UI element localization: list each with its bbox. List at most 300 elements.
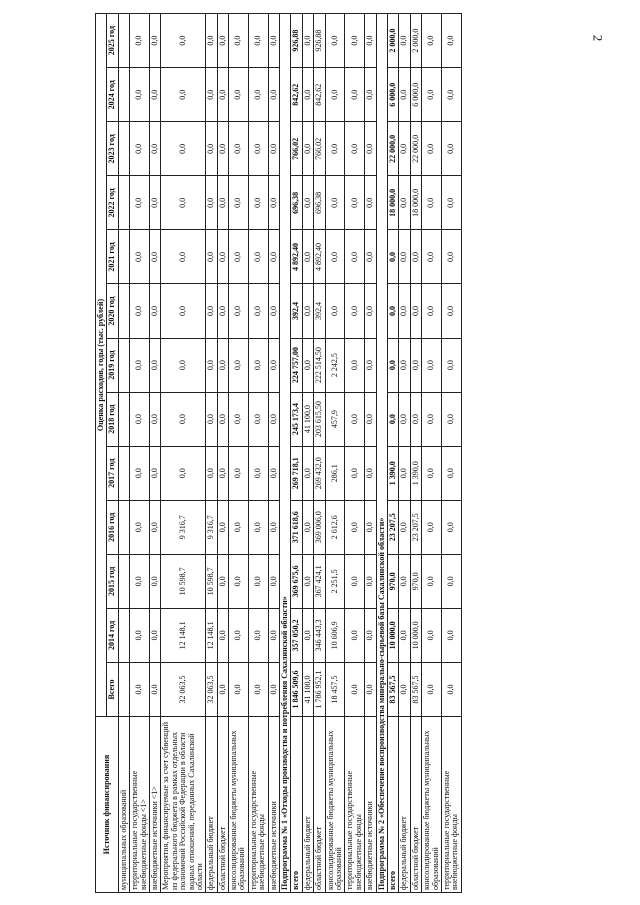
table-cell: 0,0: [365, 608, 376, 662]
table-cell: 0,0: [422, 554, 442, 608]
table-cell: 0,0: [149, 500, 160, 554]
table-cell: [118, 68, 129, 122]
table-cell: 0,0: [345, 14, 365, 68]
table-cell: 0,0: [130, 446, 150, 500]
table-cell: 0,0: [325, 176, 345, 230]
table-cell: 0,0: [302, 500, 313, 554]
table-cell: 0,0: [217, 500, 228, 554]
table-cell: 0,0: [345, 176, 365, 230]
table-cell: 286,1: [325, 446, 345, 500]
table-cell: 0,0: [422, 446, 442, 500]
table-cell: 0,0: [302, 608, 313, 662]
table-cell: 0,0: [130, 122, 150, 176]
table-cell: 0,0: [248, 176, 268, 230]
table-cell: [118, 662, 129, 716]
table-cell: 0,0: [149, 14, 160, 68]
table-cell: 0,0: [441, 68, 461, 122]
table-cell: 41 100,0: [302, 662, 313, 716]
table-cell: 0,0: [399, 500, 410, 554]
table-cell: 0,0: [345, 68, 365, 122]
table-row: [441, 14, 461, 893]
table-row: [325, 14, 345, 893]
table-cell: 0,0: [302, 68, 313, 122]
row-label: территориальные государственные внебюджетные фонды: [441, 717, 461, 893]
table-cell: 0,0: [248, 122, 268, 176]
table-cell: 0,0: [248, 554, 268, 608]
table-cell: 18 000,0: [410, 176, 421, 230]
table-row: [399, 14, 410, 893]
table-cell: 269 432,0: [314, 446, 325, 500]
table-row: [291, 14, 302, 893]
table-row: [118, 14, 129, 893]
page-number: 2: [589, 34, 605, 42]
table-cell: 0,0: [130, 14, 150, 68]
subprogram-title: Подпрограмма № 1 «Отходы производства и потребления Сахалинской области»: [280, 14, 291, 893]
table-cell: 0,0: [365, 68, 376, 122]
table-cell: 0,0: [387, 338, 398, 392]
row-label: областной бюджет: [410, 717, 421, 893]
table-cell: 0,0: [206, 14, 217, 68]
table-cell: [118, 500, 129, 554]
table-cell: 0,0: [365, 662, 376, 716]
table-row: [268, 14, 279, 893]
table-cell: 0,0: [422, 68, 442, 122]
table-cell: 0,0: [410, 230, 421, 284]
table-row: [161, 14, 206, 893]
table-cell: 0,0: [248, 662, 268, 716]
table-cell: [118, 122, 129, 176]
table-cell: 0,0: [149, 230, 160, 284]
table-cell: 842,62: [291, 68, 302, 122]
table-cell: 0,0: [248, 14, 268, 68]
table-cell: 0,0: [365, 14, 376, 68]
table-cell: 0,0: [422, 122, 442, 176]
table-cell: 0,0: [399, 230, 410, 284]
table-cell: 9 316,7: [206, 500, 217, 554]
table-cell: 12 148,1: [161, 608, 206, 662]
table-body: [118, 14, 461, 893]
table-cell: 357 050,2: [291, 608, 302, 662]
table-cell: 18 457,5: [325, 662, 345, 716]
column-header: 2014 год: [107, 608, 118, 662]
table-cell: 766,02: [291, 122, 302, 176]
table-cell: 0,0: [441, 230, 461, 284]
table-cell: 926,88: [291, 14, 302, 68]
table-cell: 0,0: [217, 608, 228, 662]
column-header: 2024 год: [107, 68, 118, 122]
table-cell: 245 173,4: [291, 392, 302, 446]
table-cell: 6 000,0: [410, 68, 421, 122]
table-cell: 457,9: [325, 392, 345, 446]
table-cell: 0,0: [302, 284, 313, 338]
table-cell: 0,0: [268, 392, 279, 446]
column-header: 2016 год: [107, 500, 118, 554]
table-cell: 0,0: [229, 392, 249, 446]
table-cell: 2 000,0: [387, 14, 398, 68]
table-cell: 22 000,0: [387, 122, 398, 176]
table-cell: 0,0: [325, 284, 345, 338]
table-cell: 1 846 509,6: [291, 662, 302, 716]
table-cell: 0,0: [268, 446, 279, 500]
table-cell: 842,62: [314, 68, 325, 122]
table-cell: 0,0: [441, 392, 461, 446]
table-cell: 2 612,6: [325, 500, 345, 554]
table-cell: 0,0: [410, 338, 421, 392]
table-cell: 0,0: [149, 554, 160, 608]
table-cell: 0,0: [302, 14, 313, 68]
table-cell: 0,0: [268, 284, 279, 338]
table-cell: 696,38: [314, 176, 325, 230]
table-cell: 0,0: [161, 284, 206, 338]
table-cell: 0,0: [422, 500, 442, 554]
table-cell: 0,0: [217, 284, 228, 338]
table-cell: 0,0: [422, 662, 442, 716]
table-row: [206, 14, 217, 893]
table-cell: [118, 284, 129, 338]
table-cell: 0,0: [399, 392, 410, 446]
table-cell: 0,0: [365, 554, 376, 608]
table-cell: 23 207,5: [410, 500, 421, 554]
table-cell: 0,0: [325, 230, 345, 284]
table-cell: 0,0: [206, 68, 217, 122]
table-cell: 0,0: [345, 284, 365, 338]
column-header: 2015 год: [107, 554, 118, 608]
table-cell: 0,0: [161, 14, 206, 68]
subprogram-row: [376, 14, 387, 893]
table-cell: 0,0: [130, 284, 150, 338]
table-cell: [118, 176, 129, 230]
table-cell: 696,38: [291, 176, 302, 230]
table-cell: 0,0: [268, 338, 279, 392]
header-source: Источник финансирования: [96, 717, 119, 893]
table-row: [302, 14, 313, 893]
table-cell: 0,0: [130, 608, 150, 662]
table-cell: 0,0: [149, 68, 160, 122]
table-cell: 0,0: [217, 446, 228, 500]
table-cell: 0,0: [161, 68, 206, 122]
table-cell: 0,0: [130, 500, 150, 554]
table-cell: 926,88: [314, 14, 325, 68]
table-cell: 0,0: [268, 554, 279, 608]
table-cell: 0,0: [229, 230, 249, 284]
table-cell: 0,0: [441, 608, 461, 662]
header-group: Оценка расходов, годы (тыс. рублей): [96, 14, 107, 717]
table-cell: 0,0: [302, 446, 313, 500]
table-cell: 224 757,00: [291, 338, 302, 392]
table-cell: 6 000,0: [387, 68, 398, 122]
table-cell: 0,0: [268, 230, 279, 284]
table-cell: 0,0: [149, 176, 160, 230]
table-cell: 1 786 952,1: [314, 662, 325, 716]
table-cell: 0,0: [130, 338, 150, 392]
table-cell: 0,0: [248, 446, 268, 500]
table-cell: 32 063,5: [206, 662, 217, 716]
table-row: [248, 14, 268, 893]
table-cell: 0,0: [302, 554, 313, 608]
table-cell: 0,0: [399, 608, 410, 662]
table-cell: 970,0: [410, 554, 421, 608]
table-cell: 0,0: [229, 500, 249, 554]
table-cell: 0,0: [161, 230, 206, 284]
subprogram-title: Подпрограмма № 2 «Обеспечение воспроизводства минерально-сырьевой базы Сахалинской области»: [376, 14, 387, 893]
table-row: [410, 14, 421, 893]
row-label: всего: [387, 717, 398, 893]
table-cell: 0,0: [248, 68, 268, 122]
table-cell: 0,0: [410, 284, 421, 338]
table-cell: 0,0: [130, 176, 150, 230]
column-header: 2019 год: [107, 338, 118, 392]
column-header: 2017 год: [107, 446, 118, 500]
table-cell: 0,0: [441, 14, 461, 68]
table-row: [345, 14, 365, 893]
table-cell: 0,0: [248, 284, 268, 338]
row-label: федеральный бюджет: [302, 717, 313, 893]
table-cell: 0,0: [149, 284, 160, 338]
row-label: внебюджетные источники: [268, 717, 279, 893]
table-cell: 0,0: [149, 122, 160, 176]
table-cell: 41 100,0: [302, 392, 313, 446]
table-cell: 0,0: [345, 338, 365, 392]
table-cell: 0,0: [229, 122, 249, 176]
column-header: 2023 год: [107, 122, 118, 176]
table-cell: [118, 230, 129, 284]
table-cell: 0,0: [399, 338, 410, 392]
table-cell: 4 892,40: [291, 230, 302, 284]
table-cell: 0,0: [387, 230, 398, 284]
table-cell: 0,0: [130, 68, 150, 122]
table-cell: 0,0: [206, 446, 217, 500]
column-header: 2025 год: [107, 14, 118, 68]
table-cell: 222 514,50: [314, 338, 325, 392]
table-cell: 0,0: [422, 284, 442, 338]
table-cell: 10 000,0: [410, 608, 421, 662]
column-header: Всего: [107, 662, 118, 716]
table-cell: 0,0: [130, 554, 150, 608]
rotated-page: [95, 13, 620, 893]
table-cell: 0,0: [206, 230, 217, 284]
table-cell: 0,0: [268, 176, 279, 230]
table-cell: 0,0: [399, 68, 410, 122]
row-label: территориальные государственные внебюджетные фонды <1>: [130, 717, 150, 893]
table-cell: 371 618,6: [291, 500, 302, 554]
table-cell: 0,0: [441, 554, 461, 608]
table-cell: 0,0: [441, 662, 461, 716]
table-cell: 0,0: [130, 662, 150, 716]
table-cell: 0,0: [325, 14, 345, 68]
table-cell: 346 443,3: [314, 608, 325, 662]
table-cell: 0,0: [248, 500, 268, 554]
table-cell: 0,0: [149, 446, 160, 500]
row-label: внебюджетные источники <1>: [149, 717, 160, 893]
table-cell: 369 006,0: [314, 500, 325, 554]
row-label: Мероприятия, финансируемые за счет субвенций из федерального бюджета в рамках отдельных полномочий Российской Федерации в области водных отношений, переданных Сахалинской области: [161, 717, 206, 893]
table-cell: 0,0: [345, 662, 365, 716]
table-cell: 0,0: [229, 68, 249, 122]
table-row: [314, 14, 325, 893]
table-cell: 0,0: [161, 338, 206, 392]
table-cell: 10 598,7: [206, 554, 217, 608]
table-cell: 0,0: [248, 230, 268, 284]
table-row: [229, 14, 249, 893]
table-cell: 23 207,5: [387, 500, 398, 554]
table-cell: 0,0: [229, 446, 249, 500]
table-cell: 0,0: [229, 284, 249, 338]
table-cell: 0,0: [149, 338, 160, 392]
table-cell: 0,0: [161, 446, 206, 500]
table-cell: 0,0: [365, 284, 376, 338]
table-cell: 0,0: [365, 338, 376, 392]
table-cell: 0,0: [268, 662, 279, 716]
table-cell: 0,0: [206, 392, 217, 446]
column-header: 2020 год: [107, 284, 118, 338]
table-cell: 0,0: [130, 230, 150, 284]
table-cell: 0,0: [399, 662, 410, 716]
table-cell: 269 718,1: [291, 446, 302, 500]
table-cell: 0,0: [365, 446, 376, 500]
column-header: 2021 год: [107, 230, 118, 284]
table-cell: 0,0: [268, 122, 279, 176]
table-cell: 0,0: [149, 662, 160, 716]
table-cell: 392,4: [314, 284, 325, 338]
column-header: 2022 год: [107, 176, 118, 230]
table-cell: 0,0: [206, 122, 217, 176]
table-cell: 0,0: [365, 230, 376, 284]
table-cell: 0,0: [229, 608, 249, 662]
row-label: областной бюджет: [217, 717, 228, 893]
table-row: [387, 14, 398, 893]
table-cell: [118, 446, 129, 500]
table-row: [217, 14, 228, 893]
table-cell: 0,0: [217, 230, 228, 284]
table-cell: 0,0: [345, 122, 365, 176]
row-label: всего: [291, 717, 302, 893]
table-cell: 0,0: [130, 392, 150, 446]
table-cell: 2 000,0: [410, 14, 421, 68]
column-header: 2018 год: [107, 392, 118, 446]
table-cell: 0,0: [229, 554, 249, 608]
table-cell: 0,0: [422, 392, 442, 446]
table-cell: 22 000,0: [410, 122, 421, 176]
table-row: [149, 14, 160, 893]
row-label: федеральный бюджет: [399, 717, 410, 893]
table-cell: 0,0: [345, 446, 365, 500]
table-cell: 203 615,50: [314, 392, 325, 446]
table-cell: 0,0: [206, 338, 217, 392]
table-cell: 0,0: [441, 122, 461, 176]
table-cell: 0,0: [422, 338, 442, 392]
table-cell: 0,0: [441, 338, 461, 392]
table-cell: 0,0: [345, 230, 365, 284]
table-cell: [118, 554, 129, 608]
table-cell: 970,0: [387, 554, 398, 608]
table-cell: 0,0: [161, 392, 206, 446]
table-cell: 0,0: [217, 554, 228, 608]
subprogram-row: [280, 14, 291, 893]
financing-table: [95, 13, 462, 893]
table-cell: 0,0: [365, 122, 376, 176]
table-cell: [118, 338, 129, 392]
table-cell: 0,0: [302, 230, 313, 284]
table-cell: [118, 392, 129, 446]
table-cell: 0,0: [410, 392, 421, 446]
table-cell: 0,0: [161, 122, 206, 176]
table-cell: 0,0: [399, 122, 410, 176]
table-cell: 766,02: [314, 122, 325, 176]
table-cell: 0,0: [399, 554, 410, 608]
row-label: муниципальных образований: [118, 717, 129, 893]
table-cell: 0,0: [206, 284, 217, 338]
table-cell: 83 567,5: [387, 662, 398, 716]
table-cell: 0,0: [217, 122, 228, 176]
table-cell: 0,0: [345, 500, 365, 554]
table-row: [365, 14, 376, 893]
table-cell: 369 675,6: [291, 554, 302, 608]
table-cell: 9 316,7: [161, 500, 206, 554]
row-label: федеральный бюджет: [206, 717, 217, 893]
table-cell: 0,0: [422, 176, 442, 230]
table-cell: 0,0: [268, 500, 279, 554]
row-label: территориальные государственные внебюджетные фонды: [345, 717, 365, 893]
table-cell: 0,0: [248, 338, 268, 392]
table-cell: 0,0: [365, 176, 376, 230]
row-label: территориальные государственные внебюджетные фонды: [248, 717, 268, 893]
table-cell: 0,0: [229, 338, 249, 392]
table-cell: 0,0: [422, 14, 442, 68]
table-cell: 0,0: [345, 392, 365, 446]
table-cell: [118, 608, 129, 662]
table-cell: 0,0: [365, 500, 376, 554]
table-cell: 12 148,1: [206, 608, 217, 662]
table-cell: 0,0: [229, 14, 249, 68]
table-cell: 392,4: [291, 284, 302, 338]
row-label: областной бюджет: [314, 717, 325, 893]
table-cell: 10 598,7: [161, 554, 206, 608]
table-row: [130, 14, 150, 893]
table-cell: 18 000,0: [387, 176, 398, 230]
table-cell: 0,0: [345, 554, 365, 608]
table-cell: 0,0: [399, 284, 410, 338]
table-cell: 0,0: [217, 392, 228, 446]
table-cell: 0,0: [229, 662, 249, 716]
table-cell: 1 390,0: [410, 446, 421, 500]
table-cell: 10 606,9: [325, 608, 345, 662]
table-cell: 0,0: [422, 608, 442, 662]
table-cell: 0,0: [399, 176, 410, 230]
header-row-1: [96, 14, 107, 893]
table-cell: 0,0: [422, 230, 442, 284]
table-cell: 0,0: [149, 608, 160, 662]
table-cell: 83 567,5: [410, 662, 421, 716]
table-cell: 0,0: [345, 608, 365, 662]
table-cell: 0,0: [302, 176, 313, 230]
table-cell: 0,0: [387, 284, 398, 338]
table-cell: 0,0: [387, 392, 398, 446]
table-cell: 0,0: [441, 176, 461, 230]
table-cell: 0,0: [217, 68, 228, 122]
table-cell: 0,0: [217, 662, 228, 716]
row-label: консолидированные бюджеты муниципальных образований: [325, 717, 345, 893]
table-cell: 0,0: [325, 68, 345, 122]
table-cell: 367 424,1: [314, 554, 325, 608]
table-cell: 0,0: [441, 500, 461, 554]
table-cell: 0,0: [149, 392, 160, 446]
table-row: [422, 14, 442, 893]
table-cell: 2 251,5: [325, 554, 345, 608]
table-cell: 0,0: [248, 608, 268, 662]
table-cell: 0,0: [248, 392, 268, 446]
table-cell: 0,0: [161, 176, 206, 230]
table-cell: 0,0: [217, 14, 228, 68]
